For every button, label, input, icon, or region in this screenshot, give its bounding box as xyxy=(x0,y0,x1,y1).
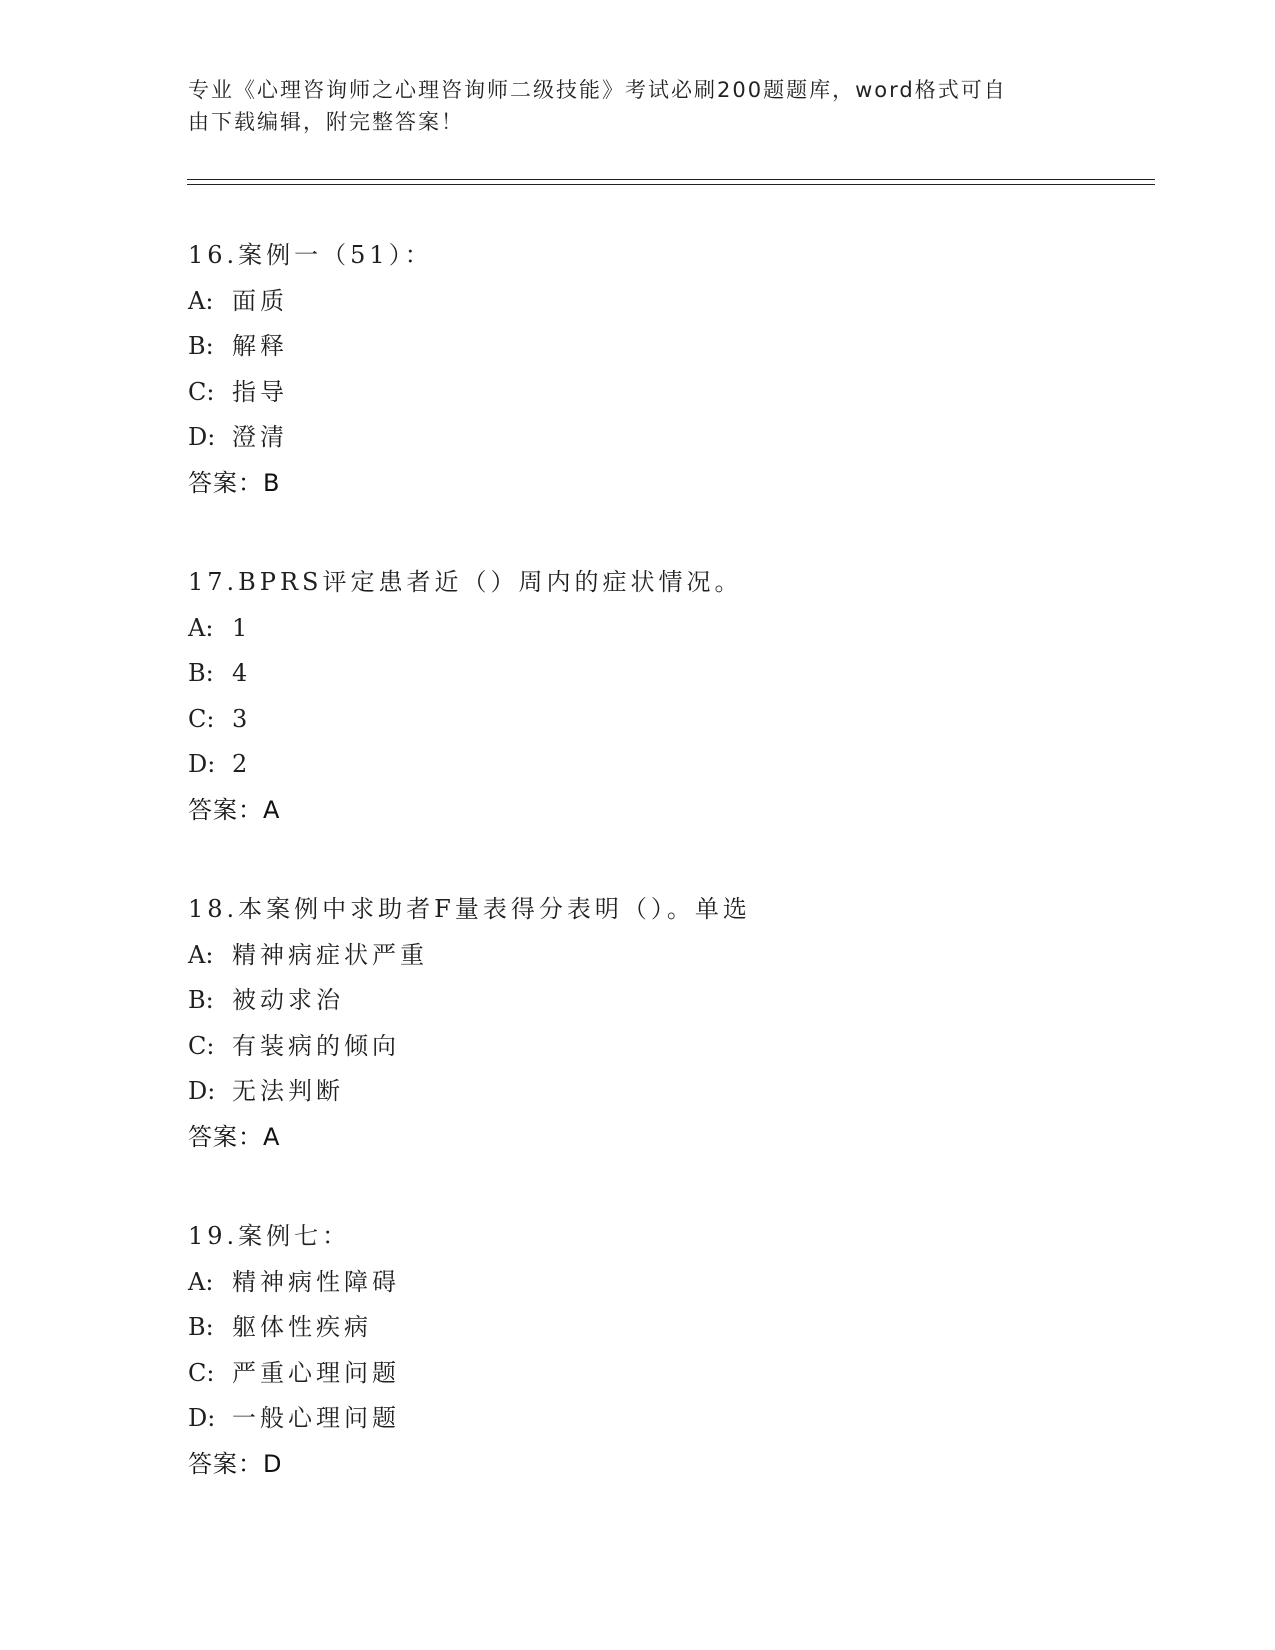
option-text: 解释 xyxy=(232,332,288,360)
option-text: 一般心理问题 xyxy=(232,1404,400,1432)
option-a xyxy=(188,933,1148,979)
option-text: 有装病的倾向 xyxy=(232,1031,400,1060)
option-text: 无法判断 xyxy=(232,1077,344,1105)
answer-line: 答案：A xyxy=(188,795,281,824)
option-label: C: xyxy=(188,704,215,733)
option-b xyxy=(188,1305,1148,1351)
option-d xyxy=(188,742,1148,788)
option-text: 指导 xyxy=(232,377,288,406)
question-16 xyxy=(188,233,1148,506)
option-a xyxy=(188,1260,1148,1306)
option-text: 1 xyxy=(232,613,252,642)
option-d xyxy=(188,1396,1148,1442)
question-list xyxy=(188,233,1148,1541)
option-label: C: xyxy=(188,1031,215,1060)
option-label: B: xyxy=(188,659,214,687)
option-b xyxy=(188,651,1148,697)
option-label: A: xyxy=(188,1267,214,1296)
option-b xyxy=(188,324,1148,370)
option-text: 精神病性障碍 xyxy=(232,1267,400,1296)
option-c xyxy=(188,370,1148,416)
option-label: D: xyxy=(188,750,216,778)
option-c xyxy=(188,1351,1148,1397)
option-label: B: xyxy=(188,1313,214,1341)
header-divider-bottom xyxy=(187,184,1155,185)
option-label: B: xyxy=(188,986,214,1014)
option-c xyxy=(188,1024,1148,1070)
question-title: 16.案例一（51）： xyxy=(188,241,433,269)
option-b xyxy=(188,978,1148,1024)
option-label: A: xyxy=(188,613,214,642)
option-label: C: xyxy=(188,377,215,406)
answer-line: 答案：D xyxy=(188,1449,283,1478)
answer-line: 答案：B xyxy=(188,468,281,497)
option-d xyxy=(188,1069,1148,1115)
option-label: A: xyxy=(188,940,214,969)
option-label: D: xyxy=(188,1404,216,1432)
question-title: 18.本案例中求助者F量表得分表明（）。单选 xyxy=(188,895,751,923)
question-19 xyxy=(188,1214,1148,1487)
header-divider-top xyxy=(187,179,1155,180)
option-a xyxy=(188,606,1148,652)
option-label: A: xyxy=(188,286,214,315)
option-text: 精神病症状严重 xyxy=(232,940,428,969)
question-17 xyxy=(188,560,1148,833)
option-text: 躯体性疾病 xyxy=(232,1313,372,1341)
option-text: 面质 xyxy=(232,286,288,315)
question-title: 19.案例七： xyxy=(188,1222,351,1250)
answer-line: 答案：A xyxy=(188,1122,281,1151)
option-label: C: xyxy=(188,1358,215,1387)
option-text: 被动求治 xyxy=(232,986,344,1014)
option-text: 3 xyxy=(232,704,252,733)
option-text: 澄清 xyxy=(232,423,288,451)
header-line-2: 由下载编辑，附完整答案！ xyxy=(188,110,464,134)
question-18 xyxy=(188,887,1148,1160)
question-title: 17.BPRS评定患者近（）周内的症状情况。 xyxy=(188,568,743,596)
option-label: D: xyxy=(188,423,216,451)
option-text: 4 xyxy=(232,659,252,687)
option-a xyxy=(188,279,1148,325)
option-c xyxy=(188,697,1148,743)
option-d xyxy=(188,415,1148,461)
option-label: B: xyxy=(188,332,214,360)
option-label: D: xyxy=(188,1077,216,1105)
option-text: 严重心理问题 xyxy=(232,1358,400,1387)
option-text: 2 xyxy=(232,750,252,778)
document-header xyxy=(188,74,1068,138)
header-line-1: 专业《心理咨询师之心理咨询师二级技能》考试必刷200题题库，word格式可自 xyxy=(188,78,1007,102)
